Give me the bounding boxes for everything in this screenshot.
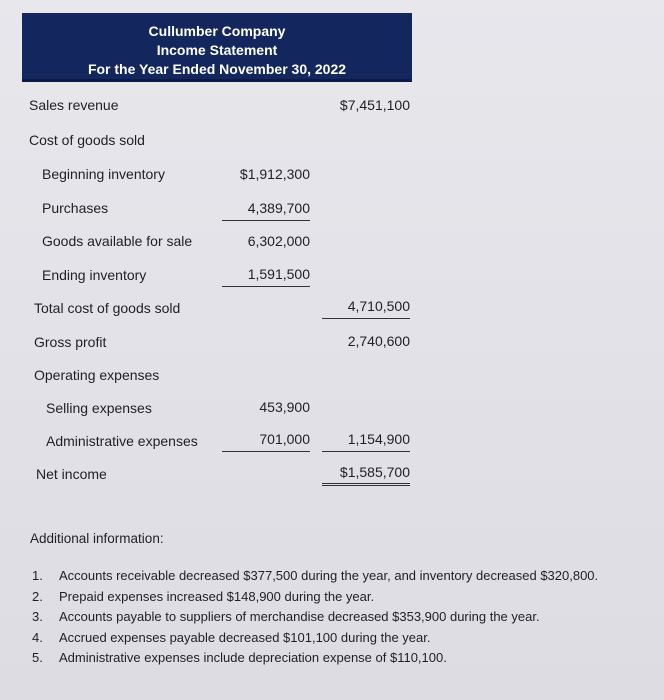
company-name: Cullumber Company	[148, 23, 286, 39]
opex-heading: Operating expenses	[34, 367, 160, 383]
net-income-label: Net income	[36, 466, 107, 482]
gross-profit-label: Gross profit	[34, 334, 107, 350]
additional-info-list	[32, 566, 598, 669]
cogs-heading: Cost of goods sold	[29, 132, 145, 148]
list-item: 4. Accrued expenses payable decreased $101,100 during the year.	[32, 629, 431, 645]
list-item: 1. Accounts receivable decreased $377,500 during the year, and inventory decreased $320,800.	[32, 568, 599, 583]
statement-header	[22, 13, 412, 82]
net-income-amount: $1,585,700	[322, 464, 410, 486]
selling-expenses-label: Selling expenses	[46, 400, 152, 416]
goods-available-amount: 6,302,000	[247, 233, 310, 249]
purchases-amount: 4,389,700	[222, 200, 310, 221]
beginning-inventory-amount: $1,912,300	[239, 166, 310, 182]
purchases-label: Purchases	[42, 200, 109, 216]
ending-inventory-label: Ending inventory	[42, 267, 147, 283]
sales-revenue-amount: $7,451,100	[339, 97, 410, 113]
total-cogs-label: Total cost of goods sold	[34, 300, 181, 316]
sales-revenue-label: Sales revenue	[29, 97, 119, 113]
statement-period: For the Year Ended November 30, 2022	[87, 61, 347, 77]
selling-expenses-amount: 453,900	[259, 399, 310, 415]
admin-expenses-label: Administrative expenses	[46, 433, 198, 449]
list-item: 5. Administrative expenses include depreciation expense of $110,100.	[32, 650, 447, 665]
list-item: 3. Accounts payable to suppliers of merchandise decreased $353,900 during the year.	[32, 609, 540, 624]
admin-expenses-amount: 701,000	[222, 431, 310, 452]
total-cogs-amount: 4,710,500	[322, 298, 410, 319]
goods-available-label: Goods available for sale	[42, 233, 193, 249]
list-item: 2. Prepaid expenses increased $148,900 during the year.	[32, 588, 375, 604]
total-opex-amount: 1,154,900	[322, 431, 410, 452]
ending-inventory-amount: 1,591,500	[222, 266, 310, 287]
statement-title: Income Statement	[156, 42, 278, 58]
gross-profit-amount: 2,740,600	[347, 333, 410, 349]
additional-info-title: Additional information:	[30, 531, 164, 546]
beginning-inventory-label: Beginning inventory	[42, 166, 165, 182]
